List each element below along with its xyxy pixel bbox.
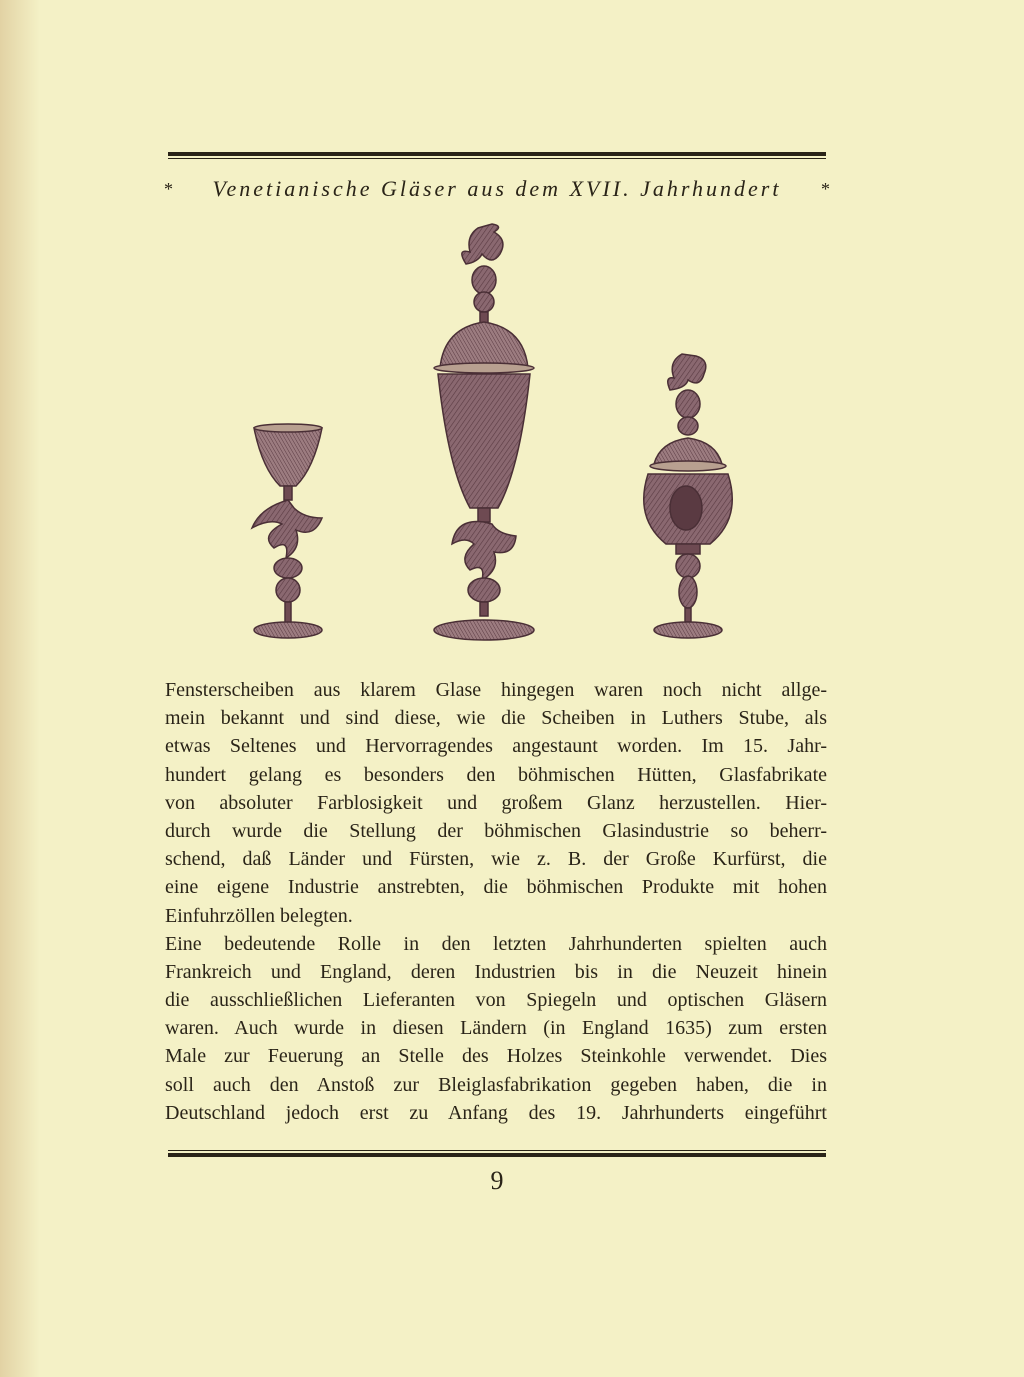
text-line: waren. Auch wurde in diesen Ländern (in England 1635) zum ersten	[165, 1017, 827, 1040]
text-line: Fensterscheiben aus klarem Glase hingegen waren noch nicht allge-	[165, 679, 827, 701]
body-text	[165, 676, 827, 1127]
text-line: Eine bedeutende Rolle in den letzten Jahrhunderten spielten auch	[165, 932, 827, 955]
text-line: von absoluter Farblosigkeit und großem Glanz herzustellen. Hier-	[165, 791, 827, 814]
text-line: durch wurde die Stellung der böhmischen Glasindustrie so beherr-	[165, 819, 827, 842]
text-line: etwas Seltenes und Hervorragendes angestaunt worden. Im 15. Jahr-	[165, 735, 827, 758]
ornament-right: *	[821, 178, 830, 199]
glassware-engraving	[230, 218, 770, 648]
text-line: mein bekannt und sind diese, wie die Scheiben in Luthers Stube, als	[165, 707, 827, 730]
text-line: schend, daß Länder und Fürsten, wie z. B. der Große Kurfürst, die	[165, 848, 827, 871]
lidded-vase-icon	[644, 354, 733, 638]
text-line: hundert gelang es besonders den böhmischen Hütten, Glasfabrikate	[165, 763, 827, 786]
ornament-left: *	[164, 178, 173, 199]
text-line: Frankreich und England, deren Industrien bis in die Neuzeit hinein	[165, 960, 827, 983]
text-line: Male zur Feuerung an Stelle des Holzes Steinkohle verwendet. Dies	[165, 1045, 827, 1068]
footer-rule	[168, 1150, 826, 1157]
glassware-illustration	[230, 218, 770, 648]
text-line: Deutschland jedoch erst zu Anfang des 19. Jahrhunderts eingeführt	[165, 1101, 827, 1124]
covered-goblet-icon	[434, 224, 534, 640]
text-line: eine eigene Industrie anstrebten, die böhmischen Produkte mit hohen	[165, 876, 827, 899]
header-rule	[168, 152, 826, 159]
text-line: soll auch den Anstoß zur Bleiglasfabrikation gegeben haben, die in	[165, 1073, 827, 1096]
page-title: Venetianische Gläser aus dem XVII. Jahrhundert	[212, 176, 782, 201]
page-number: 9	[490, 1166, 504, 1195]
text-line: die ausschließlichen Lieferanten von Spiegeln und optischen Gläsern	[165, 989, 827, 1012]
text-line: Einfuhrzöllen belegten.	[165, 904, 353, 927]
running-head	[160, 172, 834, 206]
goblet-icon	[252, 424, 322, 638]
